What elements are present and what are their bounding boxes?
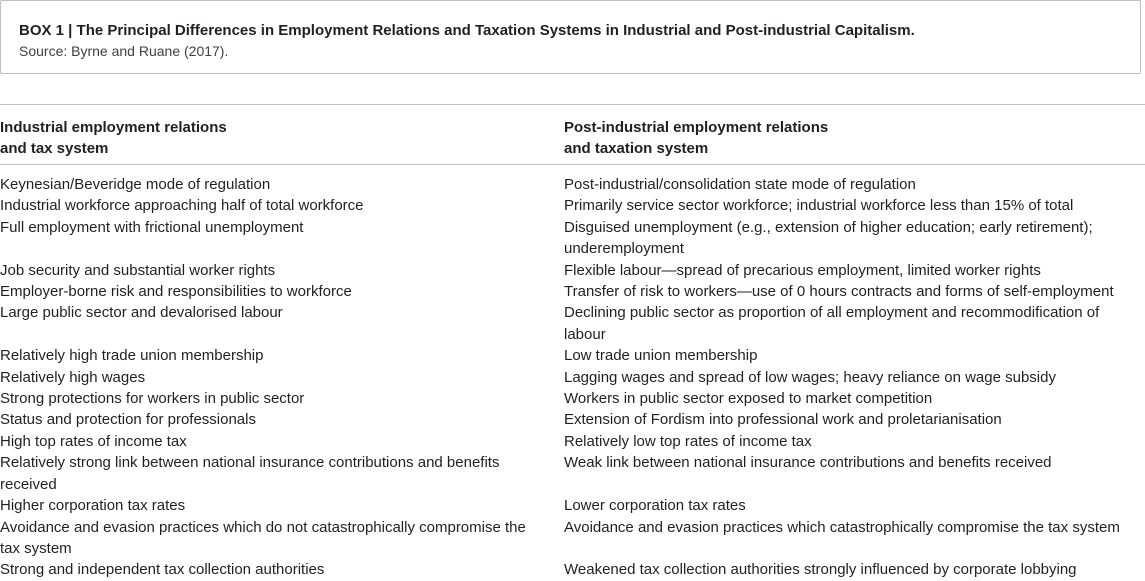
post-industrial-cell: Post-industrial/consolidation state mode of regulation (564, 176, 916, 193)
industrial-cell: Strong protections for workers in public sector (0, 390, 305, 408)
industrial-cell: Industrial workforce approaching half of total workforce (0, 197, 364, 215)
table-row (0, 345, 1145, 366)
industrial-cell: Higher corporation tax rates (0, 497, 186, 515)
table-row (0, 260, 1145, 281)
post-industrial-cell: Flexible labour—spread of precarious employment, limited worker rights (564, 261, 1041, 279)
table-row (0, 495, 1145, 516)
industrial-cell: Large public sector and devalorised labour (0, 304, 283, 322)
table-row (0, 281, 1145, 302)
header-post-industrial: Post-industrial employment relations and taxation system (564, 119, 829, 157)
table-header-row (0, 105, 1145, 165)
table-row (0, 367, 1145, 388)
table-row (0, 302, 1145, 345)
post-industrial-cell: Primarily service sector workforce; industrial workforce less than 15% of total (564, 197, 1074, 215)
industrial-cell: Full employment with frictional unemployment (0, 218, 304, 236)
industrial-cell: Relatively high wages (0, 368, 146, 386)
box-header (0, 0, 1141, 74)
table-body (0, 165, 1145, 581)
table-row (0, 217, 1145, 260)
post-industrial-cell: Declining public sector as proportion of all employment and recommodification of labour (564, 304, 1100, 343)
table-row (0, 195, 1145, 216)
post-industrial-cell: Extension of Fordism into professional work and proletarianisation (564, 411, 1002, 429)
post-industrial-cell: Avoidance and evasion practices which catastrophically compromise the tax system (564, 518, 1120, 536)
table-row (0, 431, 1145, 452)
post-industrial-cell: Workers in public sector exposed to market competition (564, 390, 933, 408)
post-industrial-cell: Disguised unemployment (e.g., extension of higher education; early retirement); underemployment (564, 218, 1093, 258)
table-row (0, 559, 1145, 580)
post-industrial-cell: Weakened tax collection authorities strongly influenced by corporate lobbying (564, 561, 1077, 579)
post-industrial-cell: Relatively low top rates of income tax (564, 432, 812, 450)
industrial-cell: Keynesian/Beveridge mode of regulation (0, 176, 271, 193)
table-row (0, 388, 1145, 409)
table-row (0, 409, 1145, 430)
post-industrial-cell: Transfer of risk to workers—use of 0 hours contracts and forms of self-employment (564, 283, 1114, 301)
industrial-cell: High top rates of income tax (0, 432, 187, 450)
post-industrial-cell: Lagging wages and spread of low wages; heavy reliance on wage subsidy (564, 368, 1056, 386)
industrial-cell: Relatively strong link between national insurance contributions and benefits received (0, 454, 500, 493)
industrial-cell: Relatively high trade union membership (0, 347, 264, 365)
header-industrial: Industrial employment relations and tax system (0, 119, 227, 157)
table-row (0, 174, 1145, 195)
table-row (0, 452, 1145, 495)
post-industrial-cell: Low trade union membership (564, 347, 758, 365)
industrial-cell: Employer-borne risk and responsibilities to workforce (0, 283, 352, 301)
industrial-cell: Avoidance and evasion practices which do not catastrophically compromise the tax system (0, 518, 526, 557)
post-industrial-cell: Lower corporation tax rates (564, 497, 746, 515)
industrial-cell: Status and protection for professionals (0, 411, 256, 429)
industrial-cell: Strong and independent tax collection authorities (0, 561, 325, 579)
comparison-table (0, 104, 1145, 581)
industrial-cell: Job security and substantial worker rights (0, 261, 276, 279)
box-source: Source: Byrne and Ruane (2017). (19, 43, 229, 59)
box-title: BOX 1 | The Principal Differences in Employment Relations and Taxation Systems in Industrial and Post-industrial Capitalism. (19, 22, 915, 39)
post-industrial-cell: Weak link between national insurance contributions and benefits received (564, 454, 1052, 472)
